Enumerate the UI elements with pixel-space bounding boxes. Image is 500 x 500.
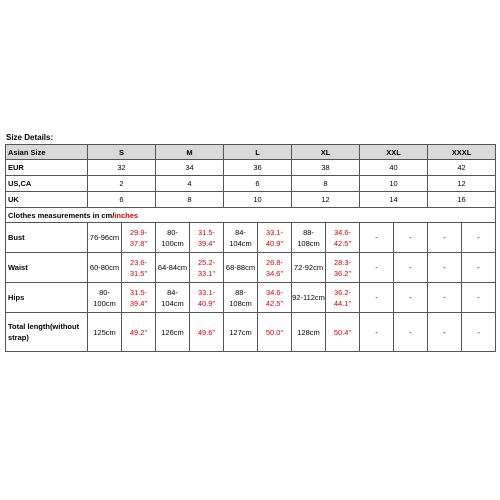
- inch-value-cell: 29.9-37.8": [122, 223, 156, 253]
- cm-value-cell: 88-108cm: [292, 223, 326, 253]
- measurement-row: [6, 313, 496, 352]
- inch-value-cell: 33.1-40.9": [190, 283, 224, 313]
- inch-value-cell: 34.6-42.5": [258, 283, 292, 313]
- cm-value-cell: 80-100cm: [88, 283, 122, 313]
- size-value-cell: 10: [360, 176, 428, 192]
- row-label: US,CA: [6, 176, 88, 192]
- cm-value-cell: 64-84cm: [156, 253, 190, 283]
- measurement-row: [6, 283, 496, 313]
- measurement-row: [6, 253, 496, 283]
- size-value-cell: 14: [360, 192, 428, 208]
- inch-value-cell: 33.1-40.9": [258, 223, 292, 253]
- measurements-section-label: [6, 208, 496, 223]
- size-value-cell: 8: [292, 176, 360, 192]
- cm-value-cell: -: [428, 313, 462, 352]
- inch-value-cell: 31.5-39.4": [190, 223, 224, 253]
- cm-value-cell: 84-104cm: [156, 283, 190, 313]
- size-value-cell: 4: [156, 176, 224, 192]
- inch-value-cell: 25.2-33.1": [190, 253, 224, 283]
- inch-value-cell: -: [394, 253, 428, 283]
- size-value-cell: 6: [88, 192, 156, 208]
- row-label: EUR: [6, 160, 88, 176]
- cm-value-cell: 72-92cm: [292, 253, 326, 283]
- cm-value-cell: -: [360, 283, 394, 313]
- size-header-xxl: XXL: [360, 145, 428, 160]
- measurement-row: [6, 223, 496, 253]
- size-value-cell: 12: [428, 176, 496, 192]
- cm-value-cell: 126cm: [156, 313, 190, 352]
- cm-value-cell: 88-108cm: [224, 283, 258, 313]
- size-value-cell: 34: [156, 160, 224, 176]
- size-value-cell: 32: [88, 160, 156, 176]
- cm-value-cell: -: [360, 253, 394, 283]
- size-value-cell: 38: [292, 160, 360, 176]
- section-title: Size Details:: [6, 133, 54, 142]
- inch-value-cell: 34.6-42.5": [326, 223, 360, 253]
- inch-value-cell: -: [394, 223, 428, 253]
- cm-value-cell: -: [428, 283, 462, 313]
- cm-value-cell: -: [428, 253, 462, 283]
- standard-rows: [6, 160, 496, 208]
- inch-value-cell: 49.2": [122, 313, 156, 352]
- size-header-l: L: [224, 145, 292, 160]
- cm-value-cell: 92-112cm: [292, 283, 326, 313]
- size-header-xxxl: XXXL: [428, 145, 496, 160]
- row-label: Bust: [6, 223, 88, 253]
- inch-value-cell: -: [394, 313, 428, 352]
- size-table: [5, 144, 496, 352]
- section-inches: inches: [114, 210, 139, 220]
- size-value-cell: 8: [156, 192, 224, 208]
- inch-value-cell: 50.0": [258, 313, 292, 352]
- cm-value-cell: 68-88cm: [224, 253, 258, 283]
- measurement-rows: [6, 223, 496, 352]
- inch-value-cell: 28.3-36.2": [326, 253, 360, 283]
- cm-value-cell: -: [360, 313, 394, 352]
- cm-value-cell: 60-80cm: [88, 253, 122, 283]
- size-row: [6, 192, 496, 208]
- header-label: Asian Size: [6, 145, 88, 160]
- size-value-cell: 36: [224, 160, 292, 176]
- size-row: [6, 176, 496, 192]
- inch-value-cell: 23.6-31.5": [122, 253, 156, 283]
- row-label: Waist: [6, 253, 88, 283]
- cm-value-cell: 127cm: [224, 313, 258, 352]
- size-header-s: S: [88, 145, 156, 160]
- section-prefix: Clothes measurements in cm/: [8, 210, 115, 220]
- size-value-cell: 10: [224, 192, 292, 208]
- size-header-m: M: [156, 145, 224, 160]
- size-header-xl: XL: [292, 145, 360, 160]
- size-value-cell: 12: [292, 192, 360, 208]
- inch-value-cell: -: [462, 223, 496, 253]
- cm-value-cell: -: [428, 223, 462, 253]
- inch-value-cell: 50.4": [326, 313, 360, 352]
- cm-value-cell: 128cm: [292, 313, 326, 352]
- measurements-section-row: [6, 208, 496, 223]
- cm-value-cell: -: [360, 223, 394, 253]
- size-value-cell: 16: [428, 192, 496, 208]
- inch-value-cell: 49.6": [190, 313, 224, 352]
- cm-value-cell: 76-96cm: [88, 223, 122, 253]
- row-label: Total length(without strap): [6, 313, 88, 352]
- cm-value-cell: 84-104cm: [224, 223, 258, 253]
- row-label: Hips: [6, 283, 88, 313]
- size-value-cell: 6: [224, 176, 292, 192]
- inch-value-cell: 31.5-39.4": [122, 283, 156, 313]
- row-label: UK: [6, 192, 88, 208]
- inch-value-cell: 26.8-34.6": [258, 253, 292, 283]
- inch-value-cell: -: [462, 253, 496, 283]
- header-row: [6, 145, 496, 160]
- cm-value-cell: 80-100cm: [156, 223, 190, 253]
- size-row: [6, 160, 496, 176]
- inch-value-cell: -: [394, 283, 428, 313]
- size-value-cell: 2: [88, 176, 156, 192]
- inch-value-cell: -: [462, 313, 496, 352]
- inch-value-cell: -: [462, 283, 496, 313]
- inch-value-cell: 36.2-44.1": [326, 283, 360, 313]
- cm-value-cell: 125cm: [88, 313, 122, 352]
- size-value-cell: 42: [428, 160, 496, 176]
- size-value-cell: 40: [360, 160, 428, 176]
